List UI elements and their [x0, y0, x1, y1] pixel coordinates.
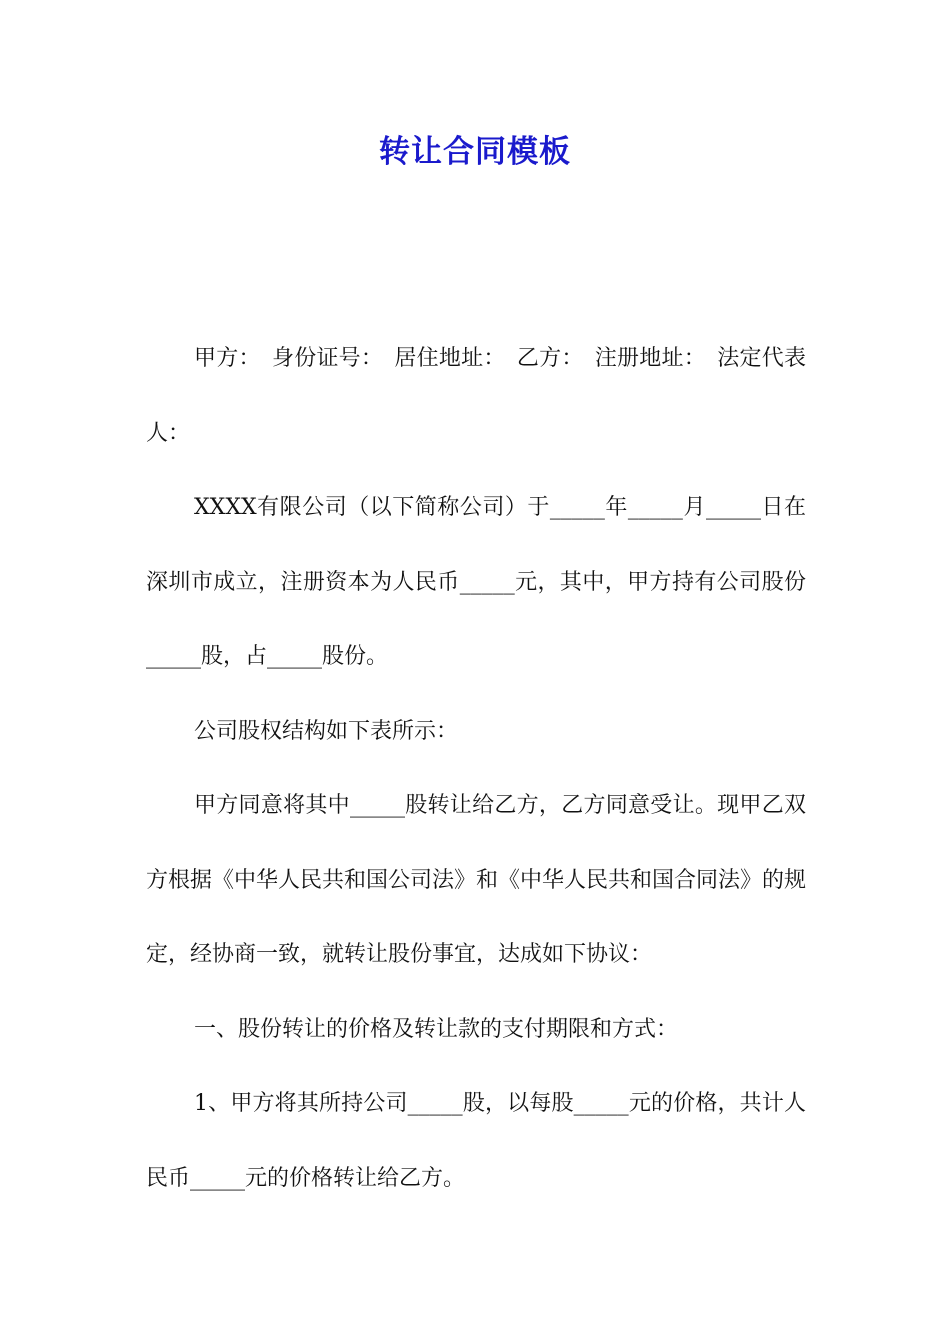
document-title: 转让合同模板 [379, 134, 571, 170]
equity-structure-paragraph: 公司股权结构如下表所示： [194, 718, 459, 744]
parties-paragraph: 甲方： 身份证号： 居住地址： 乙方： 注册地址： 法定代表人： [146, 346, 806, 446]
clause-1-paragraph: 1、甲方将其所持公司_____股，以每股_____元的价格，共计人民币_____元的价格转让给乙方。 [146, 1091, 806, 1191]
section-heading-1: 一、股份转让的价格及转让款的支付期限和方式： [194, 1016, 679, 1042]
agreement-paragraph: 甲方同意将其中_____股转让给乙方，乙方同意受让。现甲乙双方根据《中华人民共和国公司法》和《中华人民共和国合同法》的规定，经协商一致，就转让股份事宜，达成如下协议： [146, 793, 807, 967]
company-info-paragraph: XXXX有限公司（以下简称公司）于_____年_____月_____日在深圳市成立，注册资本为人民币_____元，其中，甲方持有公司股份_____股，占_____股份。 [146, 495, 806, 669]
document-body [146, 322, 806, 1216]
